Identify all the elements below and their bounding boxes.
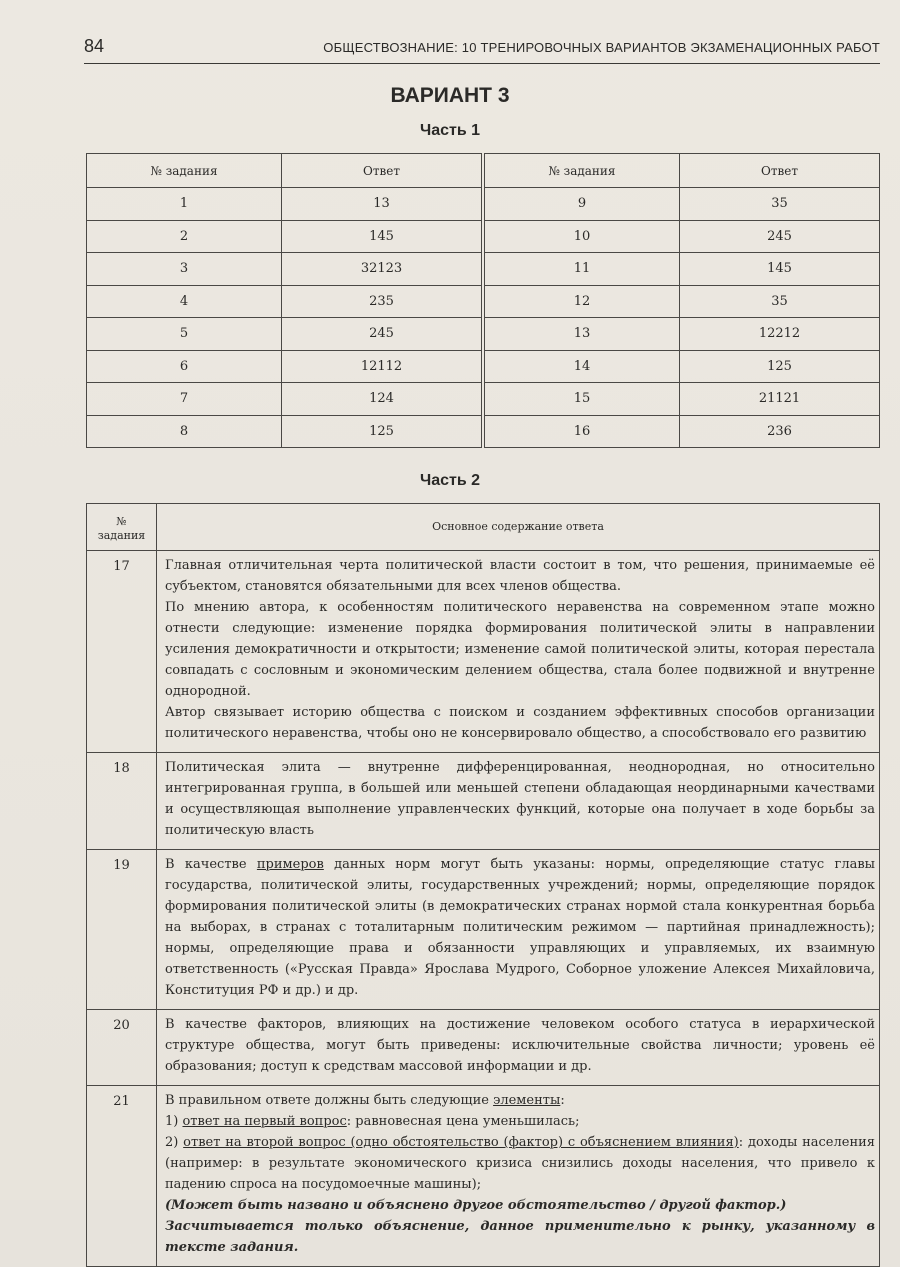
answer-content <box>157 1086 880 1267</box>
table-row <box>87 318 880 351</box>
part1-answers-table <box>86 153 880 448</box>
table-row <box>87 188 880 221</box>
task-answer: 12212 <box>680 318 880 351</box>
table-row <box>87 253 880 286</box>
task-number: 8 <box>87 415 282 448</box>
answer-text: 2) <box>165 1135 184 1150</box>
part2-title: Часть 2 <box>419 472 481 489</box>
task-answer: 12112 <box>282 350 482 383</box>
task-number: 13 <box>484 318 679 351</box>
col-header-task <box>87 504 157 551</box>
page-number: 84 <box>84 36 105 56</box>
answer-content: В качестве факторов, влияющих на достижение человеком особого статуса в иерархической структуре общества, могут быть приведены: исключительные свойства личности; уровень её образования; доступ к средствам массовой информации и др. <box>157 1010 880 1086</box>
answer-note: Засчитывается только объяснение, данное применительно к рынку, указанному в тексте задания. <box>165 1219 875 1255</box>
answer-line <box>165 1132 875 1195</box>
task-number: 3 <box>87 253 282 286</box>
col-header-answer-right: Ответ <box>680 154 880 188</box>
task-answer: 124 <box>282 383 482 416</box>
underlined-term: ответ на второй вопрос (одно обстоятельство (фактор) с объяснением влияния) <box>183 1135 739 1150</box>
task-answer: 35 <box>680 285 880 318</box>
answer-content <box>157 551 880 753</box>
table-row <box>87 1010 880 1086</box>
table-row <box>87 551 880 753</box>
answer-line <box>165 1090 875 1111</box>
table-row <box>87 1086 880 1267</box>
task-answer: 245 <box>282 318 482 351</box>
task-number: 20 <box>87 1010 157 1086</box>
task-answer: 32123 <box>282 253 482 286</box>
task-number: 2 <box>87 220 282 253</box>
task-number: 21 <box>87 1086 157 1267</box>
task-number: 17 <box>87 551 157 753</box>
table-header-row <box>87 154 880 188</box>
task-answer: 125 <box>282 415 482 448</box>
task-number: 1 <box>87 188 282 221</box>
task-number: 5 <box>87 318 282 351</box>
table-row <box>87 415 880 448</box>
col-header-answer-left: Ответ <box>282 154 482 188</box>
task-answer: 35 <box>680 188 880 221</box>
table-row <box>87 753 880 850</box>
task-number: 6 <box>87 350 282 383</box>
table-row <box>87 350 880 383</box>
task-answer: 13 <box>282 188 482 221</box>
underlined-term: примеров <box>256 857 324 872</box>
col-header-content: Основное содержание ответа <box>157 504 880 551</box>
task-answer: 145 <box>282 220 482 253</box>
task-number: 4 <box>87 285 282 318</box>
answer-note: (Может быть названо и объяснено другое обстоятельство / другой фактор.) <box>165 1198 787 1213</box>
table-row <box>87 383 880 416</box>
running-title: ОБЩЕСТВОЗНАНИЕ: 10 ТРЕНИРОВОЧНЫХ ВАРИАНТОВ ЭКЗАМЕНАЦИОННЫХ РАБОТ <box>323 40 880 55</box>
part1-title: Часть 1 <box>419 122 481 139</box>
answer-text: В правильном ответе должны быть следующие <box>165 1093 494 1108</box>
col-header-task-line2: задания <box>97 529 146 542</box>
task-number: 11 <box>484 253 679 286</box>
task-number: 18 <box>87 753 157 850</box>
task-answer: 145 <box>680 253 880 286</box>
answer-text: : доходы населения (например: в результате экономического кризиса снизились доходы населения, что привело к падению спроса на посудомоечные машины); <box>165 1135 875 1192</box>
task-answer: 21121 <box>680 383 880 416</box>
table-header-row <box>87 504 880 551</box>
task-answer: 235 <box>282 285 482 318</box>
part2-answers-table <box>86 503 880 1267</box>
task-answer: 125 <box>680 350 880 383</box>
table-row <box>87 220 880 253</box>
answer-text: В качестве <box>165 857 257 872</box>
table-row <box>87 285 880 318</box>
answer-text: : <box>560 1093 565 1108</box>
task-number: 9 <box>484 188 679 221</box>
answer-content <box>157 850 880 1010</box>
task-number: 19 <box>87 850 157 1010</box>
answer-paragraph: По мнению автора, к особенностям политического неравенства на современном этапе можно отнести следующие: изменение порядка формирования политической элиты в направлении усиления демократичности и открытости; изменение самой политической элиты, которая перестала совпадать с сословным и экономическим делением общества, стала более подвижной и внутренне однородной. <box>165 600 875 699</box>
task-number: 15 <box>484 383 679 416</box>
task-number: 7 <box>87 383 282 416</box>
answer-content: Политическая элита — внутренне дифференцированная, неоднородная, но относительно интегрированная группа, в большей или меньшей степени обладающая неординарными качествами и осуществляющая выполнение управленческих функций, которые она получает в ходе борьбы за политическую власть <box>157 753 880 850</box>
task-number: 14 <box>484 350 679 383</box>
answer-text: : равновесная цена уменьшилась; <box>346 1114 580 1129</box>
col-header-task-line1: № <box>116 515 127 528</box>
variant-title: ВАРИАНТ 3 <box>390 84 510 107</box>
answer-paragraph: Автор связывает историю общества с поиском и созданием эффективных способов организации политического неравенства, чтобы оно не консервировало общество, а способствовало его развитию <box>165 705 875 741</box>
page-header <box>84 36 880 64</box>
answer-text: данных норм могут быть указаны: нормы, определяющие статус главы государства, политической элиты, государственных учреждений; нормы, определяющие порядок формирования политической элиты (в демократических странах нормой стала конкурентная борьба на выборах, в странах с тоталитарным политическим режимом — партийная принадлежность); нормы, определяющие права и обязанности управляющих и управляемых, их взаимную ответственность («Русская Правда» Ярослава Мудрого, Соборное уложение Алексея Михайловича, Конституция РФ и др.) и др. <box>165 857 876 998</box>
task-answer: 245 <box>680 220 880 253</box>
task-number: 16 <box>484 415 679 448</box>
underlined-term: элементы <box>493 1093 561 1108</box>
task-number: 12 <box>484 285 679 318</box>
task-number: 10 <box>484 220 679 253</box>
underlined-term: ответ на первый вопрос <box>182 1114 347 1129</box>
table-row <box>87 850 880 1010</box>
col-header-task-right: № задания <box>484 154 679 188</box>
task-answer: 236 <box>680 415 880 448</box>
answer-line <box>165 1111 875 1132</box>
answer-paragraph: Главная отличительная черта политической власти состоит в том, что решения, принимаемые её субъектом, становятся обязательными для всех членов общества. <box>165 558 875 594</box>
answer-text: 1) <box>165 1114 183 1129</box>
col-header-task-left: № задания <box>87 154 282 188</box>
